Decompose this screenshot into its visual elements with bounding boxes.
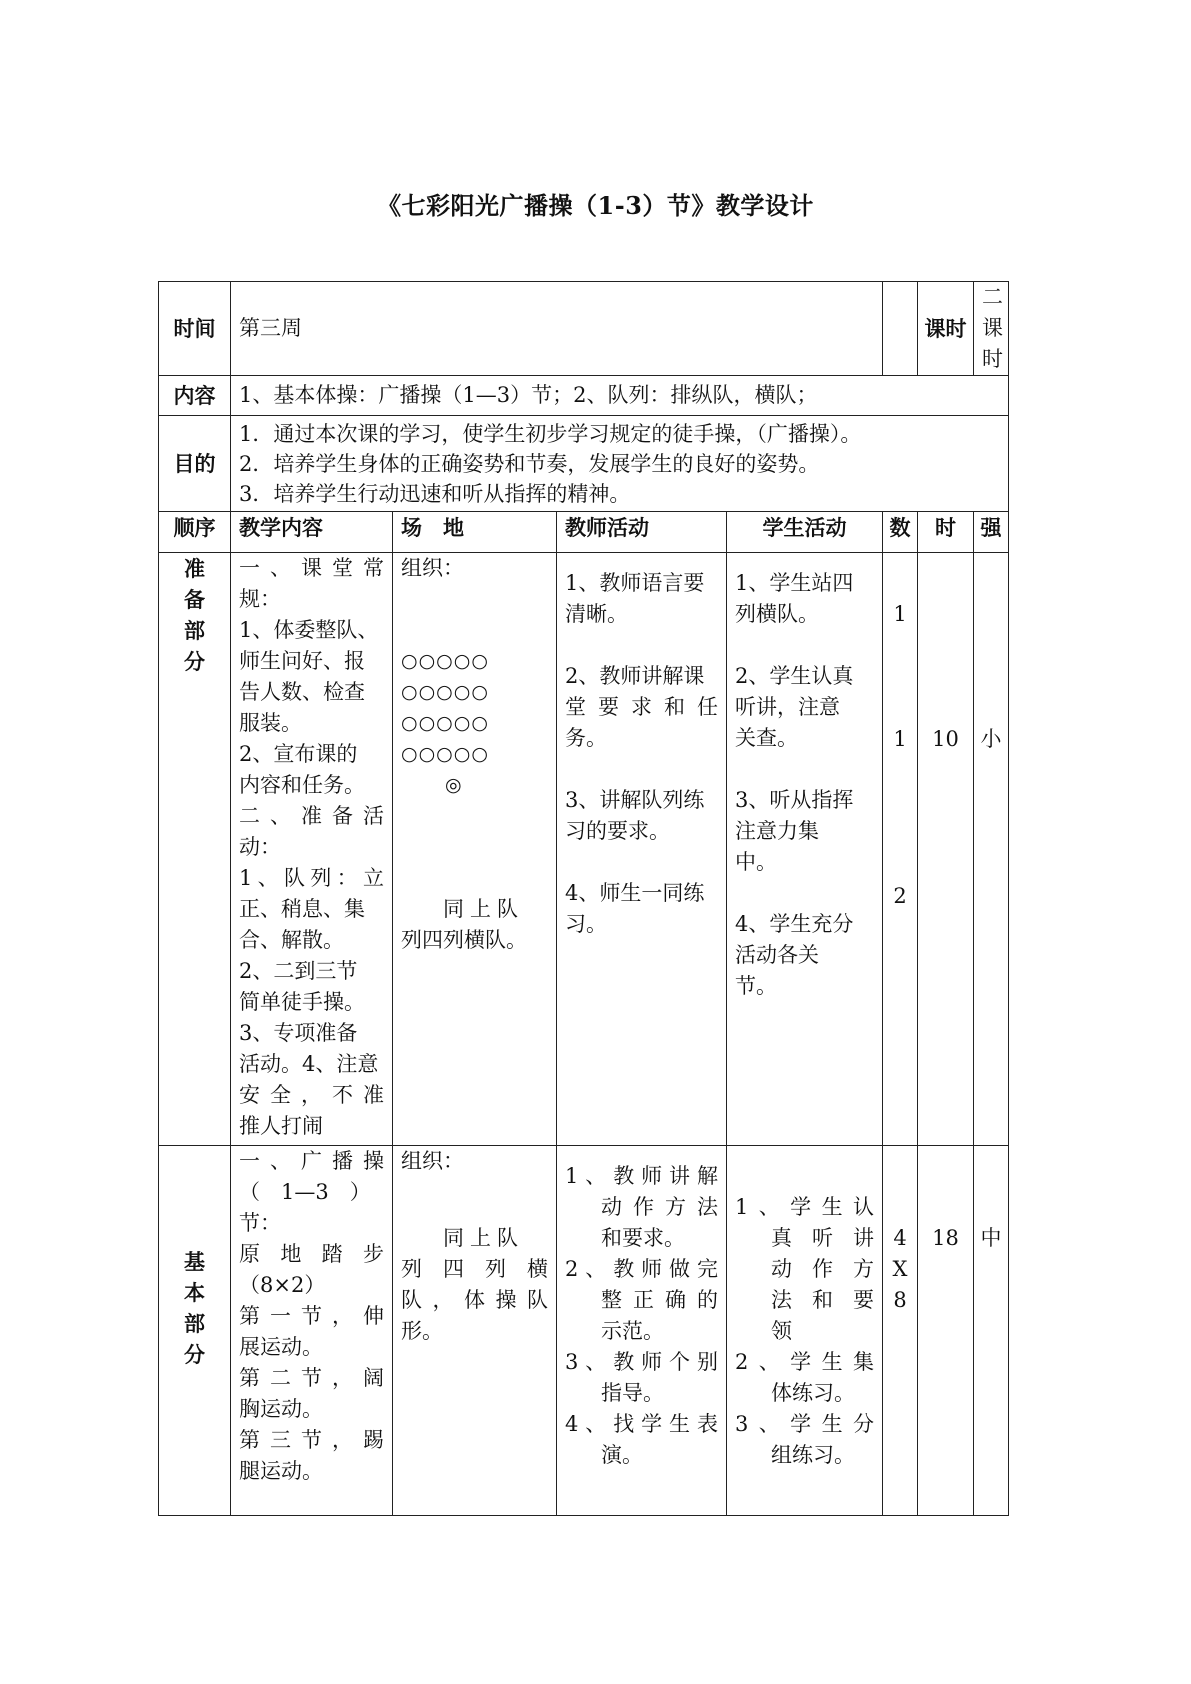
- goal-list: [231, 416, 1009, 512]
- goal-item: 3．培养学生行动迅速和听从指挥的精神。: [239, 481, 631, 506]
- time-label: 时间: [159, 282, 231, 376]
- goal-row: [159, 416, 1009, 512]
- column-header-row: [159, 512, 1009, 553]
- prep-teacher-activity: 1、教师语言要 清晰。 2、教师讲解课 堂要求和任 务。 3、讲解队列练 习的要求。 4、师生一同练 习。: [557, 553, 727, 1146]
- field-org-label: 组织：: [401, 556, 464, 580]
- formation-row: ○○○○○: [401, 743, 489, 765]
- main-row: [159, 1146, 1009, 1516]
- field-org-label: 组织：: [401, 1149, 464, 1173]
- header-intensity: 强: [974, 512, 1009, 553]
- goal-item: 1．通过本次课的学习，使学生初步学习规定的徒手操，（广播操）。: [239, 421, 862, 446]
- period-label: 课时: [918, 282, 974, 376]
- field-note: 列四列横队。: [401, 928, 527, 952]
- header-teacher: 教师活动: [557, 512, 727, 553]
- content-label: 内容: [159, 376, 231, 416]
- period-label-spacer: [883, 282, 918, 376]
- prep-content: 一、课堂常 规： 1、体委整队、 师生问好、报 告人数、检查 服装。 2、宣布课的 内容和任务。 二、准备活 动： 1、队列：立 正、稍息、集 合、解散。 2、二到三节 简单徒手操。 3、专项准备 活动。4、注意 安全，不准 推人打闹: [231, 553, 393, 1146]
- goal-item: 2．培养学生身体的正确姿势和节奏，发展学生的良好的姿势。: [239, 451, 820, 476]
- header-order: 顺序: [159, 512, 231, 553]
- lesson-plan-table: [158, 281, 1009, 1516]
- time-value: 第三周: [231, 282, 883, 376]
- prep-field: [393, 553, 557, 1146]
- teacher-position-symbol: ◎: [445, 774, 463, 796]
- main-intensity: 中: [974, 1146, 1009, 1516]
- content-row: [159, 376, 1009, 416]
- period-value: 二课时: [974, 282, 1009, 376]
- main-time: 18: [918, 1146, 974, 1516]
- prep-count: 1 1 2: [883, 553, 918, 1146]
- goal-label: 目的: [159, 416, 231, 512]
- prep-row: [159, 553, 1009, 1146]
- main-section-label: 基 本 部 分: [159, 1146, 231, 1516]
- time-row: [159, 282, 1009, 376]
- main-field: 组织： 同上队 列四列横 队，体操队 形。: [393, 1146, 557, 1516]
- header-count: 数: [883, 512, 918, 553]
- prep-student-activity: 1、学生站四 列横队。 2、学生认真 听讲，注意 关查。 3、听从指挥 注意力集 中。 4、学生充分 活动各关 节。: [727, 553, 883, 1146]
- prep-intensity: 小: [974, 553, 1009, 1146]
- formation-row: ○○○○○: [401, 712, 489, 734]
- content-value: 1、基本体操：广播操（1—3）节；2、队列：排纵队，横队；: [231, 376, 1009, 416]
- main-content: 一、广播操 （ 1—3 ） 节： 原地踏步 （8×2） 第一节，伸 展运动。 第二节，阔 胸运动。 第三节，踢 腿运动。: [231, 1146, 393, 1516]
- prep-section-label: 准 备 部 分: [159, 553, 231, 1146]
- header-student: 学生活动: [727, 512, 883, 553]
- field-note: 同上队: [443, 897, 524, 921]
- formation-row: ○○○○○: [401, 681, 489, 703]
- header-content: 教学内容: [231, 512, 393, 553]
- formation-row: ○○○○○: [401, 650, 489, 672]
- header-time: 时: [918, 512, 974, 553]
- main-count: 4 X 8: [883, 1146, 918, 1516]
- main-student-activity: 1、学生认 真听讲 动作方 法和要 领 2、学生集 体练习。 3、学生分 组练习。: [727, 1146, 883, 1516]
- document-title: 《七彩阳光广播操（1-3）节》教学设计: [377, 191, 814, 220]
- prep-time: 10: [918, 553, 974, 1146]
- header-field: 场 地: [393, 512, 557, 553]
- main-teacher-activity: 1、教师讲解 动作方法 和要求。 2、教师做完 整正确的 示范。 3、教师个别 指导。 4、找学生表 演。: [557, 1146, 727, 1516]
